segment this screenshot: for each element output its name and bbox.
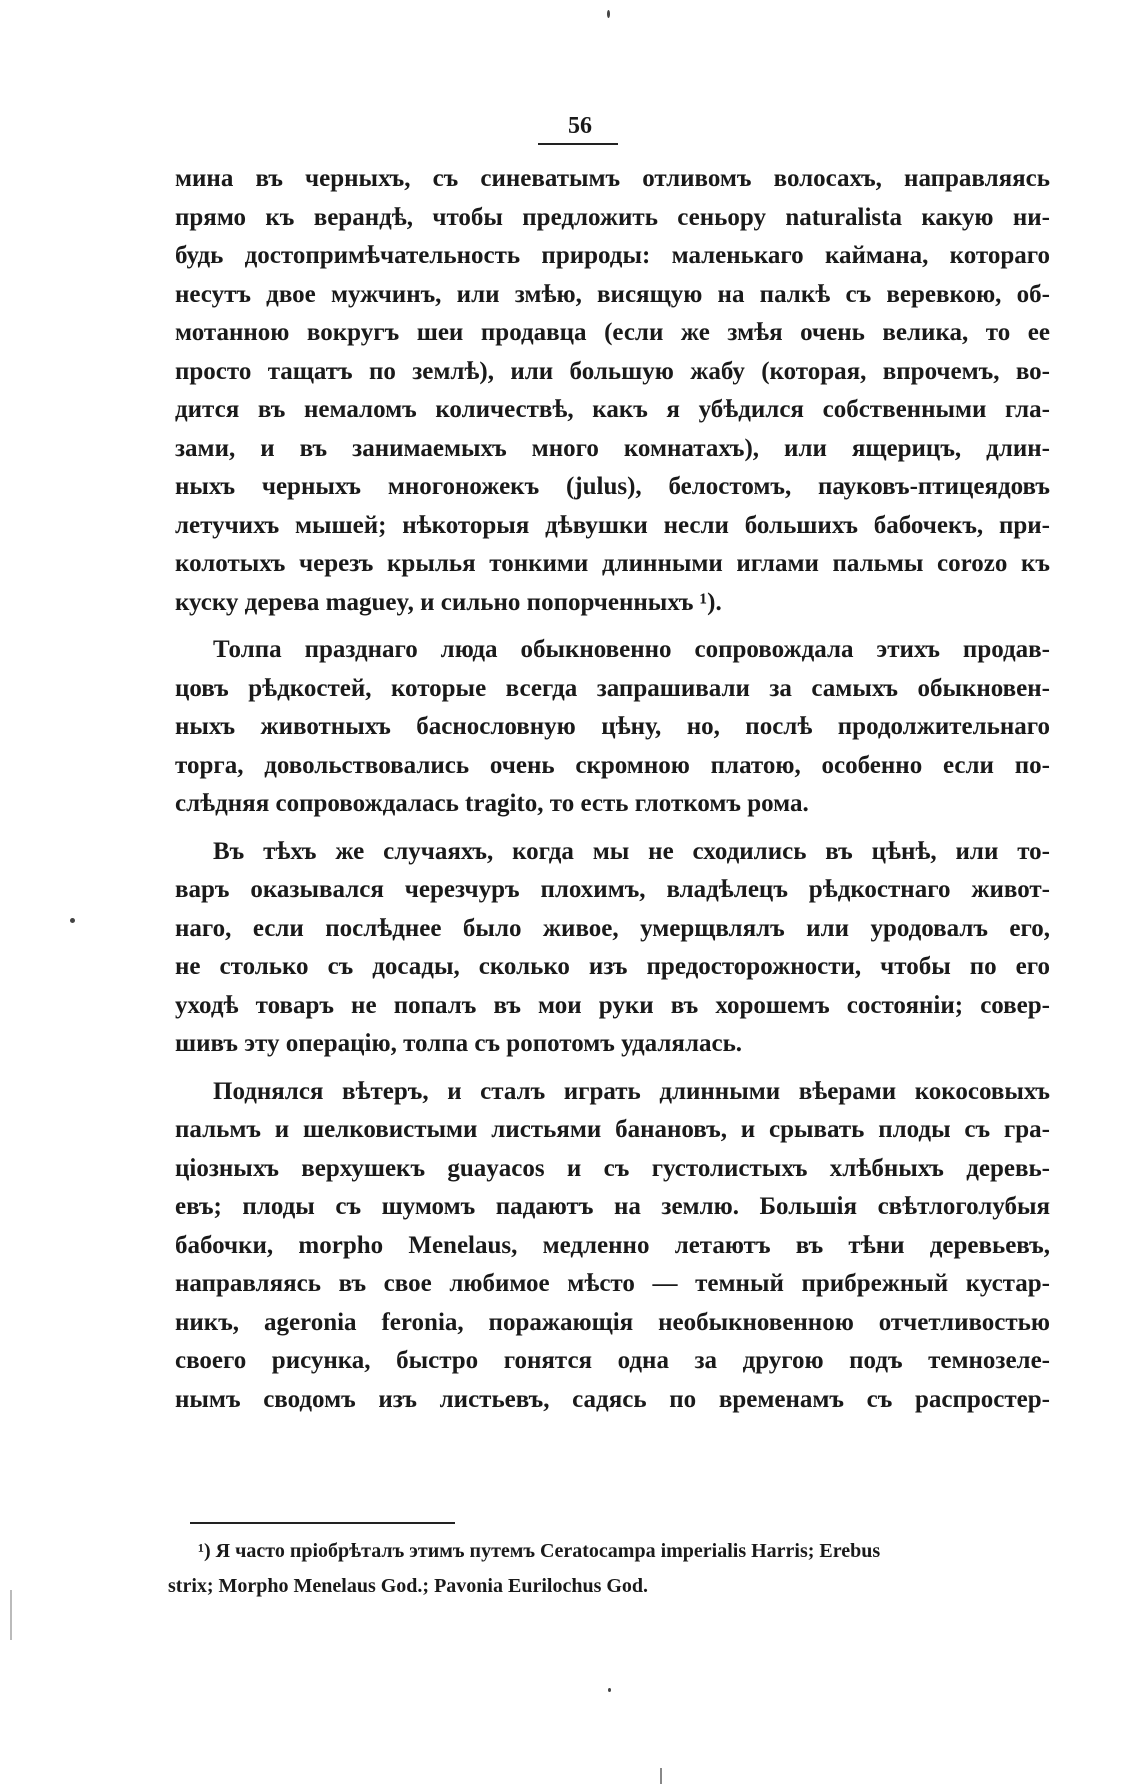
text-line: мотанною вокругъ шеи продавца (если же змѣя очень велика, то ее bbox=[175, 319, 1050, 346]
text-line: цовъ рѣдкостей, которые всегда запрашивали за самыхъ обыкновен- bbox=[175, 674, 1050, 702]
text-line: своего рисунка, быстро гонятся одна за другою подъ темнозеле- bbox=[175, 1347, 1050, 1374]
text-line: Въ тѣхъ же случаяхъ, когда мы не сходились въ цѣнѣ, или то- bbox=[213, 837, 1050, 865]
text-line: колотыхъ черезъ крылья тонкими длинными иглами пальмы corozo къ bbox=[175, 550, 1050, 577]
text-line: бабочки, morpho Menelaus, медленно летаютъ въ тѣни деревьевъ, bbox=[175, 1231, 1050, 1259]
paragraph bbox=[175, 1073, 1050, 1420]
paragraph bbox=[175, 833, 1050, 1064]
scan-speck bbox=[70, 918, 75, 923]
scan-speck bbox=[10, 1590, 12, 1640]
text-line: варъ оказывался черезчуръ плохимъ, владѣлецъ рѣдкостнаго живот- bbox=[175, 876, 1050, 903]
page-number: 56 bbox=[568, 113, 592, 139]
text-line: евъ; плоды съ шумомъ падаютъ на землю. Большія свѣтлоголубыя bbox=[175, 1193, 1050, 1220]
footnote-line: ¹) Я часто пріобрѣталъ этимъ путемъ Ceratocampa imperialis Harris; Erebus bbox=[198, 1540, 881, 1562]
text-line: не столько съ досады, сколько изъ предосторожности, чтобы по его bbox=[175, 953, 1050, 980]
text-line: летучихъ мышей; нѣкоторыя дѣвушки несли большихъ бабочекъ, при- bbox=[175, 511, 1050, 539]
text-line: зами, и въ занимаемыхъ много комнатахъ), или ящерицъ, длин- bbox=[175, 434, 1050, 462]
main-text bbox=[175, 160, 1050, 1419]
text-line: дится въ немаломъ количествѣ, какъ я убѣдился собственными гла- bbox=[175, 396, 1050, 423]
scan-speck bbox=[608, 1688, 611, 1692]
text-line: торга, довольствовались очень скромною платою, особенно если по- bbox=[175, 751, 1050, 779]
text-line: нымъ сводомъ изъ листьевъ, садясь по временамъ съ распростер- bbox=[175, 1385, 1050, 1413]
text-line: ныхъ черныхъ многоножекъ (julus), белостомъ, пауковъ-птицеядовъ bbox=[175, 473, 1050, 500]
text-line: наго, если послѣднее было живое, умерщвлялъ или уродовалъ его, bbox=[175, 914, 1050, 942]
text-line: куску дерева maguey, и сильно попорченныхъ ¹). bbox=[175, 588, 722, 616]
text-line: уходѣ товаръ не попалъ въ мои руки въ хорошемъ состояніи; совер- bbox=[175, 991, 1050, 1019]
text-line: прямо къ верандѣ, чтобы предложить сеньору naturalista какую ни- bbox=[175, 203, 1050, 231]
text-line: Поднялся вѣтеръ, и сталъ играть длинными вѣерами кокосовыхъ bbox=[213, 1077, 1050, 1105]
footnote bbox=[168, 1534, 1053, 1604]
page-number-rule bbox=[538, 143, 618, 145]
text-line: несутъ двое мужчинъ, или змѣю, висящую на палкѣ съ веревкою, об- bbox=[175, 280, 1050, 308]
text-line: шивъ эту операцію, толпа съ ропотомъ удалялась. bbox=[175, 1030, 743, 1057]
scan-speck bbox=[607, 10, 610, 18]
scan-speck bbox=[660, 1768, 662, 1784]
text-line: ціозныхъ верхушекъ guayacos и съ густолистыхъ хлѣбныхъ деревь- bbox=[175, 1154, 1050, 1182]
text-line: Толпа празднаго люда обыкновенно сопровождала этихъ продав- bbox=[213, 636, 1050, 663]
text-line: ныхъ животныхъ баснословную цѣну, но, послѣ продолжительнаго bbox=[175, 713, 1050, 740]
paragraph bbox=[175, 160, 1050, 622]
text-line: пальмъ и шелковистыми листьями банановъ, и срывать плоды съ гра- bbox=[175, 1116, 1050, 1143]
text-line: мина въ черныхъ, съ синеватымъ отливомъ волосахъ, направляясь bbox=[175, 165, 1050, 192]
footnote-line: strix; Morpho Menelaus God.; Pavonia Eurilochus God. bbox=[168, 1575, 649, 1597]
text-line: будь достопримѣчательность природы: маленькаго каймана, котораго bbox=[175, 242, 1050, 269]
footnote-rule bbox=[190, 1522, 455, 1524]
text-line: просто тащатъ по землѣ), или большую жабу (которая, впрочемъ, во- bbox=[175, 357, 1050, 385]
text-line: никъ, ageronia feronia, поражающія необыкновенною отчетливостью bbox=[175, 1308, 1050, 1336]
text-line: слѣдняя сопровождалась tragito, то есть глоткомъ рома. bbox=[175, 790, 809, 817]
paragraph bbox=[175, 631, 1050, 824]
text-line: направляясь въ свое любимое мѣсто — темный прибрежный кустар- bbox=[175, 1270, 1050, 1297]
